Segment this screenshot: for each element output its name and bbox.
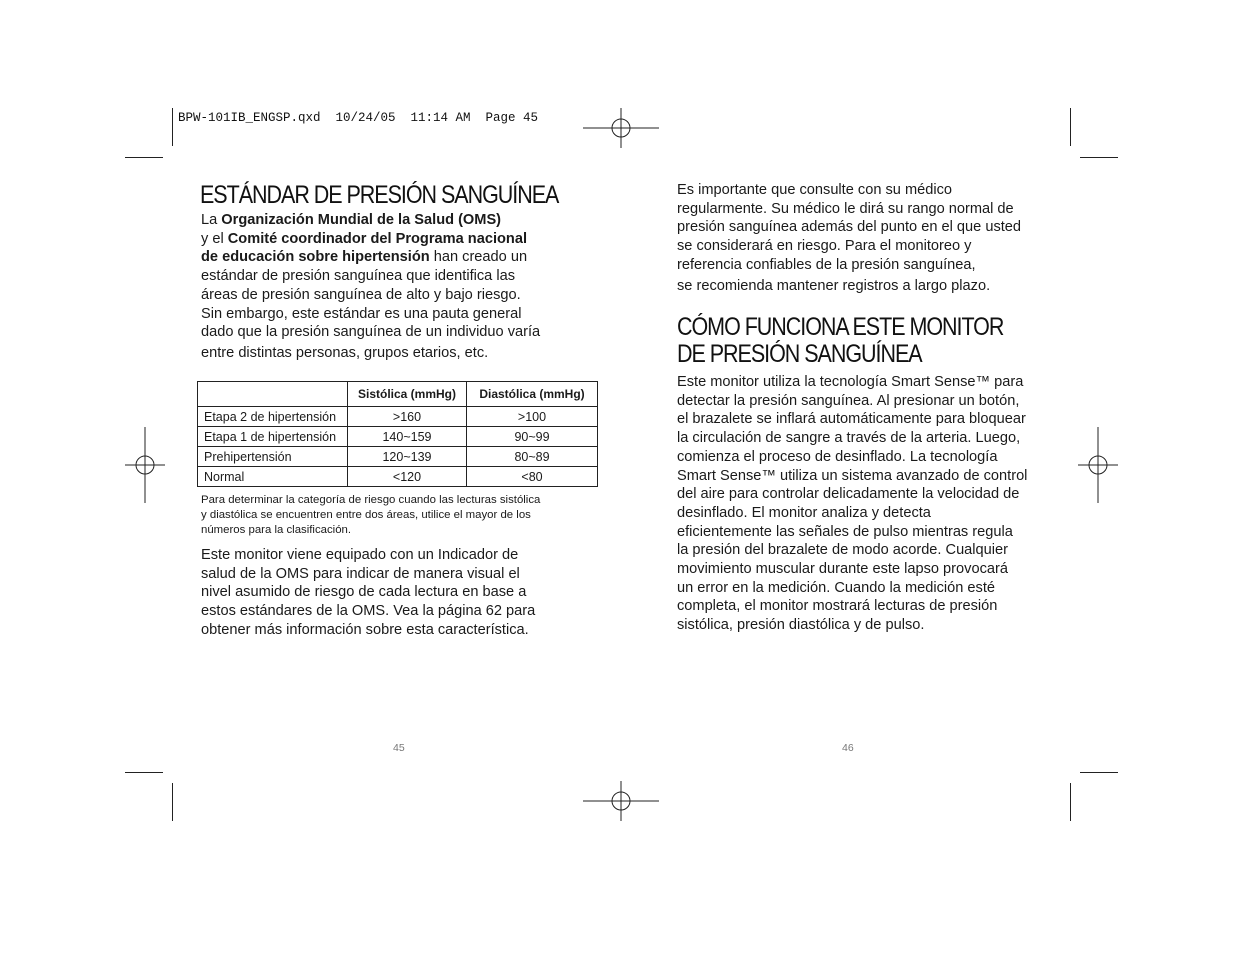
crop-mark xyxy=(1080,772,1118,773)
table-cell: Normal xyxy=(198,467,348,487)
page-number: 45 xyxy=(393,742,405,754)
who-indicator-paragraph xyxy=(201,546,581,640)
intro-bold: de educación sobre hipertensión xyxy=(201,249,430,266)
crop-mark xyxy=(172,108,173,146)
para-line: desinflado. El monitor analiza y detecta xyxy=(677,504,931,521)
page-number: 46 xyxy=(842,742,854,754)
registration-mark-icon xyxy=(583,90,659,166)
note-line: números para la clasificación. xyxy=(201,524,352,537)
crop-mark xyxy=(172,783,173,821)
table-row xyxy=(198,447,598,467)
para-line: del aire para controlar delicadamente la velocidad de xyxy=(677,486,1020,503)
intro-line: Sin embargo, este estándar es una pauta general xyxy=(201,305,522,322)
table-cell: 90~99 xyxy=(467,427,598,447)
para-line: comienza el proceso de desinflado. La tecnología xyxy=(677,448,998,465)
crop-mark xyxy=(1080,157,1118,158)
intro-bold: Organización Mundial de la Salud (OMS) xyxy=(221,212,502,228)
intro-line: entre distintas personas, grupos etarios, etc. xyxy=(201,344,489,361)
registration-mark-icon xyxy=(107,427,183,503)
table-cell: 140~159 xyxy=(348,427,467,447)
para-line: Este monitor utiliza la tecnología Smart Sense™ para xyxy=(677,374,1024,390)
table-cell: Prehipertensión xyxy=(198,447,348,467)
table-row xyxy=(198,427,598,447)
intro-line: áreas de presión sanguínea de alto y bajo riesgo. xyxy=(201,286,521,303)
intro-paragraph xyxy=(201,211,581,363)
intro-text: La xyxy=(201,212,222,228)
table-header: Diastólica (mmHg) xyxy=(467,382,598,407)
table-cell: >100 xyxy=(467,407,598,427)
table-row xyxy=(198,407,598,427)
para-line: salud de la OMS para indicar de manera visual el xyxy=(201,565,520,582)
para-line: Es importante que consulte con su médico xyxy=(677,182,953,198)
para-line: nivel asumido de riesgo de cada lectura en base a xyxy=(201,584,527,601)
para-line: obtener más información sobre esta característica. xyxy=(201,621,529,638)
table-note xyxy=(201,493,591,539)
para-line: se recomienda mantener registros a largo plazo. xyxy=(677,277,991,294)
para-line: presión sanguínea además del punto en el que usted xyxy=(677,219,1022,236)
table-cell: Etapa 2 de hipertensión xyxy=(198,407,348,427)
para-line: detectar la presión sanguínea. Al presionar un botón, xyxy=(677,392,1020,409)
table-header-row xyxy=(198,382,598,407)
crop-mark xyxy=(1070,783,1071,821)
para-line: la presión del brazalete de modo acorde. Cualquier xyxy=(677,542,1008,559)
crop-mark xyxy=(1070,108,1071,146)
intro-bold: Comité coordinador del Programa nacional xyxy=(227,230,527,247)
right-heading-line: DE PRESIÓN SANGUÍNEA xyxy=(677,340,922,368)
table-cell: <80 xyxy=(467,467,598,487)
table-cell: 120~139 xyxy=(348,447,467,467)
para-line: completa, el monitor mostrará lecturas de presión xyxy=(677,598,998,615)
para-line: Smart Sense™ utiliza un sistema avanzado de control xyxy=(677,467,1028,484)
table-header xyxy=(198,382,348,407)
note-line: Para determinar la categoría de riesgo cuando las lecturas sistólica xyxy=(201,494,541,506)
para-line: referencia confiables de la presión sanguínea, xyxy=(677,256,976,273)
para-line: un error en la medición. Cuando la medición esté xyxy=(677,579,995,596)
para-line: sistólica, presión diastólica y de pulso. xyxy=(677,617,925,634)
crop-mark xyxy=(125,157,163,158)
left-heading: ESTÁNDAR DE PRESIÓN SANGUÍNEA xyxy=(200,181,559,209)
para-line: la circulación de sangre a través de la arteria. Luego, xyxy=(677,430,1021,447)
table-header: Sistólica (mmHg) xyxy=(348,382,467,407)
intro-text: han creado un xyxy=(429,249,528,266)
intro-line: estándar de presión sanguínea que identifica las xyxy=(201,268,515,285)
right-heading-line: CÓMO FUNCIONA ESTE MONITOR xyxy=(677,313,1004,341)
intro-text: y el xyxy=(201,230,228,247)
note-line: y diastólica se encuentren entre dos áreas, utilice el mayor de los xyxy=(201,509,531,522)
para-line: regularmente. Su médico le dirá su rango normal de xyxy=(677,200,1014,217)
para-line: movimiento muscular durante este lapso provocará xyxy=(677,561,1008,578)
para-line: se considerará en riesgo. Para el monitoreo y xyxy=(677,238,972,255)
file-slug: BPW-101IB_ENGSP.qxd 10/24/05 11:14 AM Page 45 xyxy=(178,111,539,125)
para-line: Este monitor viene equipado con un Indicador de xyxy=(201,547,519,563)
right-heading xyxy=(677,314,1003,368)
doctor-paragraph xyxy=(677,181,1067,295)
para-line: el brazalete se inflará automáticamente para bloquear xyxy=(677,411,1026,428)
crop-mark xyxy=(125,772,163,773)
blood-pressure-table xyxy=(197,381,598,487)
table-cell: Etapa 1 de hipertensión xyxy=(198,427,348,447)
registration-mark-icon xyxy=(1060,427,1136,503)
table-cell: 80~89 xyxy=(467,447,598,467)
table-cell: <120 xyxy=(348,467,467,487)
how-it-works-paragraph xyxy=(677,373,1067,635)
para-line: estos estándares de la OMS. Vea la página 62 para xyxy=(201,603,536,620)
intro-line: dado que la presión sanguínea de un individuo varía xyxy=(201,324,541,341)
table-cell: >160 xyxy=(348,407,467,427)
para-line: eficientemente las señales de pulso mientras regula xyxy=(677,523,1013,540)
table-row xyxy=(198,467,598,487)
registration-mark-icon xyxy=(583,763,659,839)
